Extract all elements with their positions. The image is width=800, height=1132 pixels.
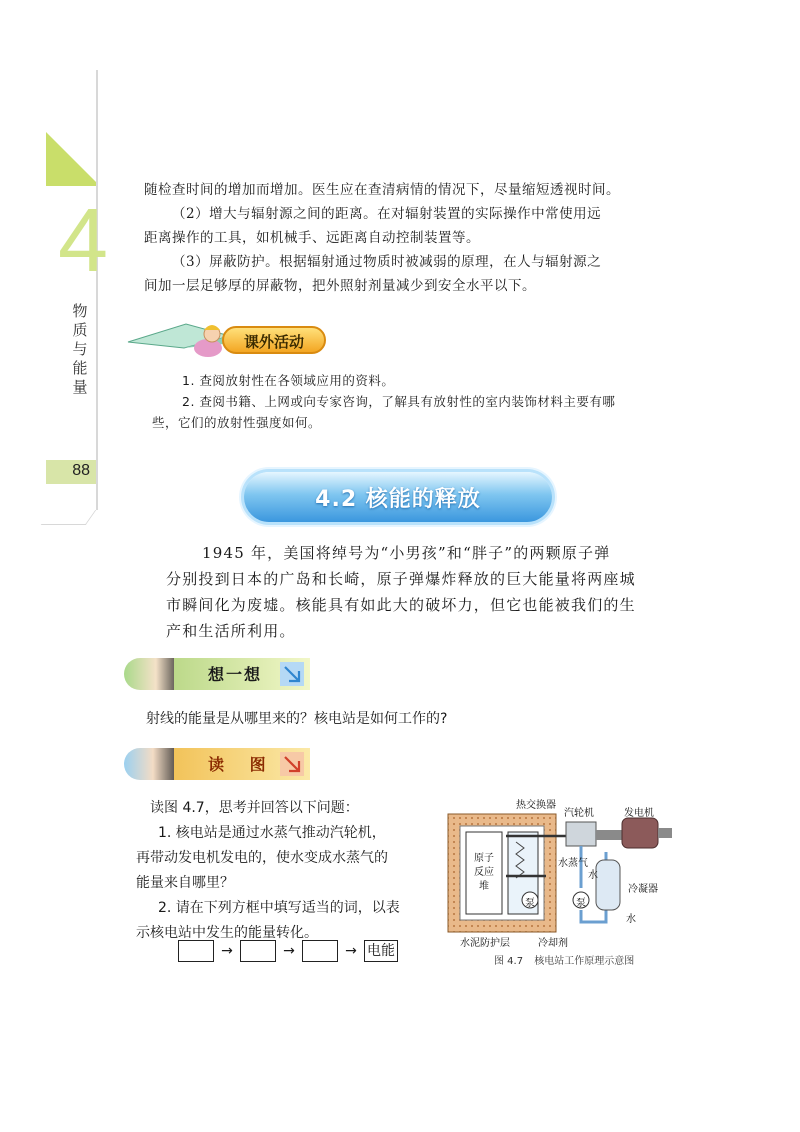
section-banner <box>244 472 552 522</box>
text-line: 产和生活所利用。 <box>166 622 296 640</box>
activity-header <box>126 318 326 368</box>
list-item-continuation: 些，它们的放射性强度如何。 <box>152 415 322 430</box>
chapter-number: 4 <box>58 191 109 291</box>
nuclear-plant-diagram <box>446 792 676 952</box>
text-line: 能量来自哪里？ <box>136 875 234 891</box>
text-line: 再带动发电机发电的，使水变成水蒸气的 <box>136 850 388 866</box>
text-line: 分别投到日本的广岛和长崎，原子弹爆炸释放的巨大能量将两座城 <box>166 570 636 588</box>
think-label: 想一想 <box>208 665 263 684</box>
list-item: 2. 查阅书籍、上网或向专家咨询，了解具有放射性的室内装饰材料主要有哪 <box>182 394 616 409</box>
pump-label: 泵 <box>525 898 535 909</box>
concrete-layer-label: 水泥防护层 <box>460 938 510 949</box>
text-line: 市瞬间化为废墟。核能具有如此大的破坏力，但它也能被我们的生 <box>166 596 636 614</box>
read-label: 读 图 <box>208 755 276 774</box>
condenser-label: 冷凝器 <box>628 884 658 895</box>
activity-label: 课外活动 <box>243 333 304 351</box>
activity-list <box>152 370 656 433</box>
text-line: 距离操作的工具，如机械手、远距离自动控制装置等。 <box>144 230 480 246</box>
figure-caption-text: 核电站工作原理示意图 <box>534 956 635 967</box>
page-fold-decoration <box>41 510 97 525</box>
text-line: （2）增大与辐射源之间的距离。在对辐射装置的实际操作中常使用远 <box>172 206 602 222</box>
arrow-down-right-icon <box>280 752 304 776</box>
chapter-corner-decoration <box>46 132 96 182</box>
text-line: 间加一层足够厚的屏蔽物，把外照射剂量减少到安全水平以下。 <box>144 278 536 294</box>
hang-glider-kid-icon <box>126 318 236 362</box>
arrow-right-icon: → <box>221 943 233 959</box>
heat-exchanger-label: 热交换器 <box>516 800 556 811</box>
page-number: 88 <box>72 462 90 479</box>
chapter-title: 物质与能量 <box>72 302 88 396</box>
arrow-right-icon: → <box>345 943 357 959</box>
text-line: 1945 年，美国将绰号为“小男孩”和“胖子”的两颗原子弹 <box>202 544 611 562</box>
activity-pill <box>222 326 326 354</box>
figure-number: 图 4.7 <box>494 956 524 967</box>
continued-paragraph <box>144 178 634 298</box>
think-header <box>124 656 310 692</box>
answer-box-3[interactable] <box>302 940 338 962</box>
intro-paragraph <box>166 540 646 644</box>
text-line: 示核电站中发生的能量转化。 <box>136 925 318 941</box>
text-line: 1. 核电站是通过水蒸气推动汽轮机， <box>158 825 386 841</box>
text-line: （3）屏蔽防护。根据辐射通过物质时被减弱的原理，在人与辐射源之 <box>172 254 602 270</box>
generator-label: 发电机 <box>624 808 654 819</box>
think-bar <box>174 658 310 690</box>
water-top-label: 水 <box>588 870 598 881</box>
final-energy-box: 电能 <box>364 940 398 962</box>
read-figure-header <box>124 746 310 782</box>
arrow-right-icon: → <box>283 943 295 959</box>
think-question: 射线的能量是从哪里来的？核电站是如何工作的? <box>146 711 448 727</box>
energy-conversion-chain <box>178 940 398 962</box>
chapter-corner-bar <box>46 182 96 186</box>
reactor-label: 原子反应堆 <box>474 853 494 892</box>
text-line: 读图 4.7，思考并回答以下问题： <box>150 800 359 816</box>
pump-label: 泵 <box>576 898 586 909</box>
turbine-label: 汽轮机 <box>564 808 594 819</box>
text-line: 随检查时间的增加而增加。医生应在查清病情的情况下，尽量缩短透视时间。 <box>144 182 620 198</box>
arrow-down-right-icon <box>280 662 304 686</box>
answer-box-2[interactable] <box>240 940 276 962</box>
text-line: 2. 请在下列方框中填写适当的词，以表 <box>158 900 400 916</box>
coolant-label: 冷却剂 <box>538 938 568 949</box>
section-title: 4.2 核能的释放 <box>315 487 481 512</box>
answer-box-1[interactable] <box>178 940 214 962</box>
list-item: 1. 查阅放射性在各领域应用的资料。 <box>182 373 395 388</box>
steam-label: 水蒸气 <box>558 858 588 869</box>
read-bar <box>174 748 310 780</box>
water-bottom-label: 水 <box>626 914 636 925</box>
figure-caption <box>494 952 634 967</box>
read-figure-text <box>136 796 440 946</box>
